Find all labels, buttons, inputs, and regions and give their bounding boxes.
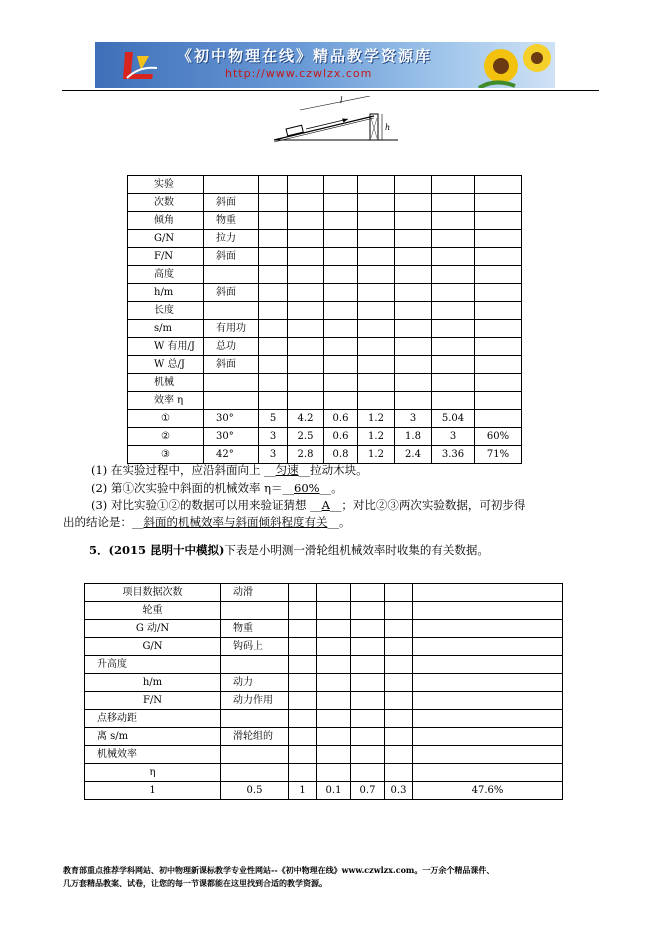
q5-prompt xyxy=(89,542,489,559)
table-cell xyxy=(395,392,432,410)
table-cell: 效率 η xyxy=(128,392,204,410)
table-cell xyxy=(385,746,413,764)
table-cell: η xyxy=(85,764,221,782)
table-cell xyxy=(395,374,432,392)
table-row xyxy=(128,212,522,230)
table-cell: 倾角 xyxy=(128,212,204,230)
table-cell xyxy=(317,746,351,764)
table-cell xyxy=(413,764,563,782)
table-cell: 物重 xyxy=(221,620,289,638)
table-cell xyxy=(395,284,432,302)
table-cell xyxy=(395,248,432,266)
table-cell xyxy=(385,656,413,674)
table-cell: 项目数据次数 xyxy=(85,584,221,602)
table-cell: h/m xyxy=(85,674,221,692)
table-cell xyxy=(289,746,317,764)
table-cell xyxy=(221,764,289,782)
q4-part3-pre: (3) 对比实验①②的数据可以用来验证猜想 __ xyxy=(91,498,322,512)
table-cell xyxy=(317,764,351,782)
table-cell xyxy=(289,764,317,782)
table-cell: 斜面 xyxy=(204,194,259,212)
table-cell xyxy=(259,320,288,338)
table-cell: G/N xyxy=(128,230,204,248)
table-cell xyxy=(432,374,475,392)
table-cell: 长度 xyxy=(128,302,204,320)
sunflower-icon xyxy=(475,44,555,88)
banner-title: 《初中物理在线》精品教学资源库 xyxy=(177,47,433,65)
table-row xyxy=(128,266,522,284)
table-cell xyxy=(413,746,563,764)
table-cell: 1.2 xyxy=(358,428,395,446)
table-cell xyxy=(289,638,317,656)
table-cell xyxy=(289,710,317,728)
table-cell xyxy=(358,320,395,338)
table-cell xyxy=(432,194,475,212)
table-cell: 42° xyxy=(204,446,259,464)
table-cell xyxy=(221,656,289,674)
table-row xyxy=(128,356,522,374)
table-cell xyxy=(395,338,432,356)
table-cell: 5 xyxy=(259,410,288,428)
table-cell xyxy=(358,266,395,284)
table-cell xyxy=(475,320,522,338)
table-cell xyxy=(288,230,324,248)
table-cell xyxy=(324,230,358,248)
table-cell xyxy=(221,602,289,620)
table-cell xyxy=(288,176,324,194)
footer-line-1: 教育部重点推荐学科网站、初中物理新课标教学专业性网站--《初中物理在线》www.czwlzx.com。一万余个精品课件、 xyxy=(63,865,495,875)
table-cell xyxy=(395,320,432,338)
table-cell xyxy=(385,620,413,638)
table-cell xyxy=(385,764,413,782)
table-cell: G 动/N xyxy=(85,620,221,638)
q4-part2 xyxy=(91,480,343,497)
table-cell xyxy=(475,212,522,230)
table-row xyxy=(128,392,522,410)
table-cell xyxy=(259,194,288,212)
table-row xyxy=(128,410,522,428)
table-cell xyxy=(351,584,385,602)
table-cell xyxy=(475,338,522,356)
q4-part2-answer: 60% xyxy=(294,481,320,495)
table-cell: h/m xyxy=(128,284,204,302)
incline-diagram xyxy=(270,96,402,154)
table-cell xyxy=(385,584,413,602)
table-cell xyxy=(289,674,317,692)
table-cell xyxy=(385,692,413,710)
table-cell xyxy=(395,230,432,248)
table-cell xyxy=(358,374,395,392)
table-cell xyxy=(317,728,351,746)
table-row xyxy=(85,584,563,602)
table-row xyxy=(85,692,563,710)
table-cell: 0.5 xyxy=(221,782,289,800)
table-cell: 1.2 xyxy=(358,446,395,464)
table-cell xyxy=(385,602,413,620)
table-cell xyxy=(475,392,522,410)
table-cell xyxy=(204,302,259,320)
table-cell xyxy=(432,266,475,284)
table-cell xyxy=(288,374,324,392)
table-cell xyxy=(289,728,317,746)
table-cell xyxy=(358,302,395,320)
table-cell xyxy=(432,356,475,374)
table-cell xyxy=(288,194,324,212)
table-cell xyxy=(324,194,358,212)
q4-part1-answer: 匀速 xyxy=(275,463,299,477)
table-cell xyxy=(385,674,413,692)
q4-conclusion xyxy=(63,514,351,531)
table-cell: 斜面 xyxy=(204,248,259,266)
table-cell xyxy=(475,374,522,392)
table-cell: 5.04 xyxy=(432,410,475,428)
table-cell xyxy=(413,710,563,728)
figure-label-l: l xyxy=(340,96,343,105)
table-cell xyxy=(351,746,385,764)
table-cell: 物重 xyxy=(204,212,259,230)
table-row xyxy=(85,620,563,638)
table-cell xyxy=(351,602,385,620)
table-cell xyxy=(475,266,522,284)
table-cell xyxy=(324,338,358,356)
table-cell xyxy=(358,392,395,410)
table-cell xyxy=(475,194,522,212)
table-cell xyxy=(432,284,475,302)
table-cell xyxy=(259,338,288,356)
table-row xyxy=(128,248,522,266)
table-cell: 1.2 xyxy=(358,410,395,428)
table-cell xyxy=(358,338,395,356)
q4-part3-answer: A xyxy=(321,498,330,512)
table-cell xyxy=(259,374,288,392)
table-cell xyxy=(413,584,563,602)
table-cell xyxy=(432,230,475,248)
table-cell xyxy=(288,212,324,230)
q4-part2-pre: (2) 第①次实验中斜面的机械效率 η＝__ xyxy=(91,481,294,495)
table-cell xyxy=(413,656,563,674)
table-cell xyxy=(351,692,385,710)
table-cell: 拉力 xyxy=(204,230,259,248)
table-cell xyxy=(358,212,395,230)
table-cell xyxy=(475,410,522,428)
table-cell: s/m xyxy=(128,320,204,338)
table-cell xyxy=(385,710,413,728)
table-row xyxy=(128,428,522,446)
site-banner xyxy=(95,42,555,88)
table-cell xyxy=(413,620,563,638)
table-row xyxy=(85,764,563,782)
table-cell xyxy=(317,602,351,620)
table-cell xyxy=(324,320,358,338)
table-cell xyxy=(317,692,351,710)
q4-part3 xyxy=(91,497,525,514)
table-cell xyxy=(358,248,395,266)
table-cell xyxy=(288,284,324,302)
table-cell: 0.7 xyxy=(351,782,385,800)
table-cell xyxy=(432,176,475,194)
q4-conclusion-pre: 出的结论是：__ xyxy=(63,515,144,529)
table-cell xyxy=(204,266,259,284)
table-cell xyxy=(358,176,395,194)
table-cell: W 有用/J xyxy=(128,338,204,356)
table-cell xyxy=(358,356,395,374)
table-cell xyxy=(259,356,288,374)
table-cell xyxy=(432,320,475,338)
table-cell xyxy=(324,284,358,302)
table-cell xyxy=(288,356,324,374)
table-cell xyxy=(432,212,475,230)
table-cell xyxy=(317,620,351,638)
site-logo-icon xyxy=(119,48,159,82)
q5-source: (2015 昆明十中模拟) xyxy=(108,543,225,557)
table-cell xyxy=(289,602,317,620)
table-cell xyxy=(395,302,432,320)
table-cell xyxy=(324,392,358,410)
table-cell xyxy=(317,656,351,674)
q5-number: 5． xyxy=(89,543,109,557)
table-cell xyxy=(358,284,395,302)
table-cell: 动力作用 xyxy=(221,692,289,710)
table-cell: ① xyxy=(128,410,204,428)
table-cell xyxy=(351,656,385,674)
table-cell xyxy=(324,176,358,194)
table-cell: 0.6 xyxy=(324,428,358,446)
table-cell: 斜面 xyxy=(204,356,259,374)
table-cell xyxy=(351,710,385,728)
table-cell xyxy=(324,356,358,374)
table-cell xyxy=(221,746,289,764)
table-cell xyxy=(288,392,324,410)
table-cell xyxy=(288,338,324,356)
table-cell: 机械效率 xyxy=(85,746,221,764)
table-cell: 1.8 xyxy=(395,428,432,446)
table-cell xyxy=(259,230,288,248)
table-cell xyxy=(221,710,289,728)
table-cell xyxy=(351,620,385,638)
table-row xyxy=(85,746,563,764)
table-cell xyxy=(358,230,395,248)
table-cell: 4.2 xyxy=(288,410,324,428)
table-cell: 2.4 xyxy=(395,446,432,464)
q4-part3-post: __；对比②③两次实验数据，可初步得 xyxy=(329,498,526,512)
table-cell xyxy=(259,392,288,410)
table-cell: 47.6% xyxy=(413,782,563,800)
table-row xyxy=(128,320,522,338)
table-cell xyxy=(475,302,522,320)
table-cell xyxy=(324,266,358,284)
table-cell xyxy=(351,728,385,746)
table-cell: W 总/J xyxy=(128,356,204,374)
table-cell xyxy=(395,266,432,284)
table-cell: 2.8 xyxy=(288,446,324,464)
q4-part1-pre: (1) 在实验过程中，应沿斜面向上 __ xyxy=(91,463,276,477)
table-cell xyxy=(289,584,317,602)
table-cell xyxy=(288,266,324,284)
table-cell xyxy=(351,764,385,782)
table-cell xyxy=(395,356,432,374)
table-cell: 3 xyxy=(259,446,288,464)
q4-part1 xyxy=(91,462,368,479)
table-cell: 轮重 xyxy=(85,602,221,620)
table-cell: 0.1 xyxy=(317,782,351,800)
table-cell xyxy=(317,674,351,692)
table-row xyxy=(85,782,563,800)
table-cell xyxy=(259,284,288,302)
table-row xyxy=(85,728,563,746)
table-cell: 3 xyxy=(395,410,432,428)
table-cell xyxy=(358,194,395,212)
table-cell xyxy=(289,692,317,710)
table-cell xyxy=(259,212,288,230)
table-cell: 动滑 xyxy=(221,584,289,602)
table-cell: 3 xyxy=(259,428,288,446)
table-cell xyxy=(475,176,522,194)
table-cell xyxy=(475,230,522,248)
table-cell xyxy=(317,710,351,728)
table-cell xyxy=(259,176,288,194)
table-cell xyxy=(395,194,432,212)
table-row xyxy=(85,710,563,728)
table-cell: 0.3 xyxy=(385,782,413,800)
table-cell: 滑轮组的 xyxy=(221,728,289,746)
table-cell xyxy=(288,248,324,266)
q4-conclusion-post: __。 xyxy=(327,515,351,529)
table-cell xyxy=(432,338,475,356)
table-cell xyxy=(324,302,358,320)
pulley-data-table xyxy=(84,583,563,800)
table-row xyxy=(85,656,563,674)
table-cell xyxy=(351,674,385,692)
table-cell xyxy=(288,302,324,320)
table-cell xyxy=(395,176,432,194)
table-row xyxy=(128,284,522,302)
header-divider xyxy=(62,90,599,91)
q4-part2-post: __。 xyxy=(319,481,343,495)
table-row xyxy=(128,338,522,356)
pulley-table-body xyxy=(85,584,563,800)
table-row xyxy=(128,230,522,248)
table-cell xyxy=(413,602,563,620)
table-cell xyxy=(204,392,259,410)
table-cell: 有用功 xyxy=(204,320,259,338)
table-cell: 实验 xyxy=(128,176,204,194)
table-cell: 0.6 xyxy=(324,410,358,428)
table-cell xyxy=(413,692,563,710)
table-cell xyxy=(324,248,358,266)
table-cell: G/N xyxy=(85,638,221,656)
table-cell xyxy=(475,356,522,374)
table-cell xyxy=(432,392,475,410)
table-cell xyxy=(351,638,385,656)
incline-data-table xyxy=(127,175,522,464)
table-cell: F/N xyxy=(128,248,204,266)
banner-url[interactable]: http://www.czwlzx.com xyxy=(225,67,373,80)
table-cell xyxy=(317,584,351,602)
table-cell xyxy=(324,212,358,230)
table-cell: 3 xyxy=(432,428,475,446)
table-cell xyxy=(395,212,432,230)
table-cell: 30° xyxy=(204,410,259,428)
table-row xyxy=(128,176,522,194)
table-cell: ③ xyxy=(128,446,204,464)
table-row xyxy=(128,302,522,320)
table-cell: F/N xyxy=(85,692,221,710)
table-cell: 点移动距 xyxy=(85,710,221,728)
table-cell xyxy=(385,728,413,746)
table-cell: 机械 xyxy=(128,374,204,392)
q5-text: 下表是小明测一滑轮组机械效率时收集的有关数据。 xyxy=(224,543,489,557)
q4-conclusion-answer: 斜面的机械效率与斜面倾斜程度有关 xyxy=(143,515,328,529)
table-row xyxy=(85,638,563,656)
table-cell xyxy=(259,266,288,284)
table-cell xyxy=(475,248,522,266)
figure-label-h: h xyxy=(385,123,391,132)
table-cell: 动力 xyxy=(221,674,289,692)
table-cell: 60% xyxy=(475,428,522,446)
table-cell: 离 s/m xyxy=(85,728,221,746)
table-cell: ② xyxy=(128,428,204,446)
table-cell xyxy=(289,620,317,638)
table-cell: 斜面 xyxy=(204,284,259,302)
table-cell: 总功 xyxy=(204,338,259,356)
table-cell: 次数 xyxy=(128,194,204,212)
table-cell xyxy=(204,176,259,194)
table-cell xyxy=(413,674,563,692)
table-cell xyxy=(324,374,358,392)
table-cell xyxy=(259,248,288,266)
table-cell: 0.8 xyxy=(324,446,358,464)
table-cell xyxy=(432,302,475,320)
q4-part1-post: __拉动木块。 xyxy=(298,463,368,477)
table-cell xyxy=(432,248,475,266)
table-cell: 3.36 xyxy=(432,446,475,464)
table-row xyxy=(128,194,522,212)
table-cell xyxy=(413,638,563,656)
table-cell: 高度 xyxy=(128,266,204,284)
table-row xyxy=(128,446,522,464)
table-cell xyxy=(288,320,324,338)
table-cell xyxy=(413,728,563,746)
table-cell xyxy=(204,374,259,392)
table-cell: 钩码上 xyxy=(221,638,289,656)
table-cell: 2.5 xyxy=(288,428,324,446)
table-row xyxy=(128,374,522,392)
table-row xyxy=(85,602,563,620)
table-cell: 1 xyxy=(85,782,221,800)
table-cell xyxy=(289,656,317,674)
table-cell: 升高度 xyxy=(85,656,221,674)
table-cell: 1 xyxy=(289,782,317,800)
table-cell: 71% xyxy=(475,446,522,464)
table-cell xyxy=(259,302,288,320)
incline-table-body xyxy=(128,176,522,464)
table-cell xyxy=(385,638,413,656)
table-cell xyxy=(317,638,351,656)
footer-line-2: 几万套精品教案、试卷，让您的每一节课都能在这里找到合适的教学资源。 xyxy=(63,878,327,888)
table-row xyxy=(85,674,563,692)
table-cell: 30° xyxy=(204,428,259,446)
table-cell xyxy=(475,284,522,302)
